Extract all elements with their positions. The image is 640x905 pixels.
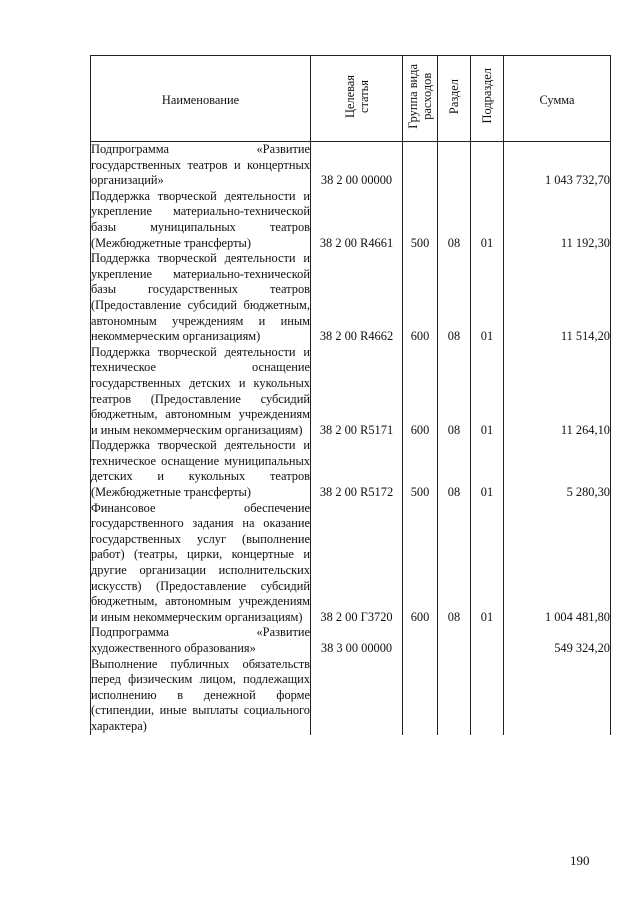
row-name: Поддержка творческой деятельности и укрепление материально-технической базы муниципальных театров (Межбюджетные трансферты)	[91, 188, 310, 250]
row-section: 08	[438, 501, 471, 626]
row-subsection: 01	[471, 345, 504, 439]
row-amount: 549 324,20	[504, 625, 611, 656]
table-row	[91, 142, 611, 189]
header-section: Раздел	[438, 56, 471, 142]
row-section	[438, 657, 471, 735]
page-number: 190	[570, 853, 590, 868]
row-amount: 11 192,30	[504, 189, 611, 251]
row-code: 38 2 00 R4662	[311, 251, 403, 345]
row-amount: 11 514,20	[504, 251, 611, 345]
row-amount: 5 280,30	[504, 438, 611, 500]
row-section	[438, 142, 471, 189]
row-name: Выполнение публичных обязательств перед физическим лицом, подлежащих исполнению в денежной форме (стипендии, иные выплаты социального характера)	[91, 656, 310, 733]
row-name: Поддержка творческой деятельности и техническое оснащение государственных детских и кукольных театров (Предоставление субсидий бюджетным, автономным учреждениям и иным некоммерческим организациям)	[91, 344, 310, 437]
row-code: 38 2 00 R5171	[311, 345, 403, 439]
row-group	[403, 142, 438, 189]
row-name: Поддержка творческой деятельности и укрепление материально-технической базы государственных театров (Предоставление субсидий бюджетным, автономным учреждениям и иным некоммерческим организациям)	[91, 251, 310, 344]
header-amount: Сумма	[504, 56, 611, 142]
row-code	[311, 657, 403, 735]
row-group: 600	[403, 501, 438, 626]
row-group: 500	[403, 438, 438, 500]
row-section: 08	[438, 189, 471, 251]
table-row	[91, 625, 611, 656]
table-row	[91, 251, 611, 345]
row-section: 08	[438, 438, 471, 500]
row-group: 500	[403, 189, 438, 251]
row-amount	[504, 657, 611, 735]
header-name: Наименование	[91, 56, 311, 142]
row-section: 08	[438, 345, 471, 439]
row-section: 08	[438, 251, 471, 345]
row-name: Финансовое обеспечение государственного задания на оказание государственных услуг (выполнение работ) (театры, цирки, концертные и другие организации исполнительских искусств) (Предоставление субсидий бюджетным, автономным учреждениям и иным некоммерческим организациям)	[91, 500, 310, 624]
table-row	[91, 189, 611, 251]
row-name: Подпрограмма «Развитие художественного образования»	[91, 625, 310, 655]
row-group: 600	[403, 345, 438, 439]
budget-table	[90, 55, 611, 735]
header-row	[91, 56, 611, 142]
table-row	[91, 657, 611, 735]
row-group	[403, 657, 438, 735]
header-subsection: Подраздел	[471, 56, 504, 142]
row-amount: 1 004 481,80	[504, 501, 611, 626]
row-subsection: 01	[471, 189, 504, 251]
row-subsection: 01	[471, 251, 504, 345]
row-subsection	[471, 142, 504, 189]
row-subsection	[471, 625, 504, 656]
row-name: Подпрограмма «Развитие государственных театров и концертных организаций»	[91, 142, 310, 188]
row-name: Поддержка творческой деятельности и техническое оснащение муниципальных детских и кукольных театров (Межбюджетные трансферты)	[91, 438, 310, 500]
table-row	[91, 438, 611, 500]
row-code: 38 2 00 Г3720	[311, 501, 403, 626]
table-row	[91, 345, 611, 439]
row-code: 38 2 00 R4661	[311, 189, 403, 251]
row-section	[438, 625, 471, 656]
row-group: 600	[403, 251, 438, 345]
row-code: 38 2 00 00000	[311, 142, 403, 189]
row-code: 38 3 00 00000	[311, 625, 403, 656]
table-row	[91, 501, 611, 626]
row-group	[403, 625, 438, 656]
row-amount: 1 043 732,70	[504, 142, 611, 189]
row-subsection: 01	[471, 438, 504, 500]
row-code: 38 2 00 R5172	[311, 438, 403, 500]
header-target-article: Целевая статья	[311, 56, 403, 142]
header-expense-group: Группа вида расходов	[403, 56, 438, 142]
row-amount: 11 264,10	[504, 345, 611, 439]
row-subsection: 01	[471, 501, 504, 626]
row-subsection	[471, 657, 504, 735]
